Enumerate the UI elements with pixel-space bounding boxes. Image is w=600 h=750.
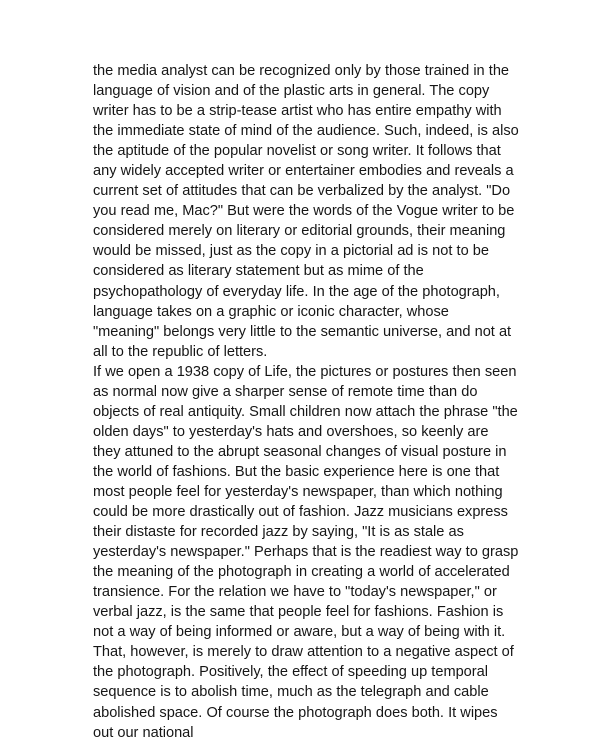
body-paragraph-2: If we open a 1938 copy of Life, the pictures or postures then seen as normal now give a sharper sense of remote time than do objects of real antiquity. Small children now attach the phrase "the olden days" to yesterday's hats and overshoes, so keenly are they attuned to the abrupt seasonal changes of visual posture in the world of fashions. But the basic experience here is one that most people feel for yesterday's newspaper, than which nothing could be more drastically out of fashion. Jazz musicians express their distaste for recorded jazz by saying, "It is as stale as yesterday's newspaper." Perhaps that is the readiest way to grasp the meaning of the photograph in creating a world of accelerated transience. For the relation we have to "today's newspaper," or verbal jazz, is the same that people feel for fashions. Fashion is not a way of being informed or aware, but a way of being with it. That, however, is merely to draw attention to a negative aspect of the photograph. Positively, the effect of speeding up temporal sequence is to abolish time, much as the telegraph and cable abolished space. Of course the photograph does both. It wipes out our national [93,363,519,741]
text-column [93,61,519,743]
body-paragraph-1: the media analyst can be recognized only by those trained in the language of vision and of the plastic arts in general. The copy writer has to be a strip-tease artist who has entire empathy with the immediate state of mind of the audience. Such, indeed, is also the aptitude of the popular novelist or song writer. It follows that any widely accepted writer or entertainer embodies and reveals a current set of attitudes that can be verbalized by the analyst. "Do you read me, Mac?" But were the words of the Vogue writer to be considered merely on literary or editorial grounds, their meaning would be missed, just as the copy in a pictorial ad is not to be considered as literary statement but as mime of the psychopathology of everyday life. In the age of the photograph, language takes on a graphic or iconic character, whose "meaning" belongs very little to the semantic universe, and not at all to the republic of letters. [93,63,519,360]
